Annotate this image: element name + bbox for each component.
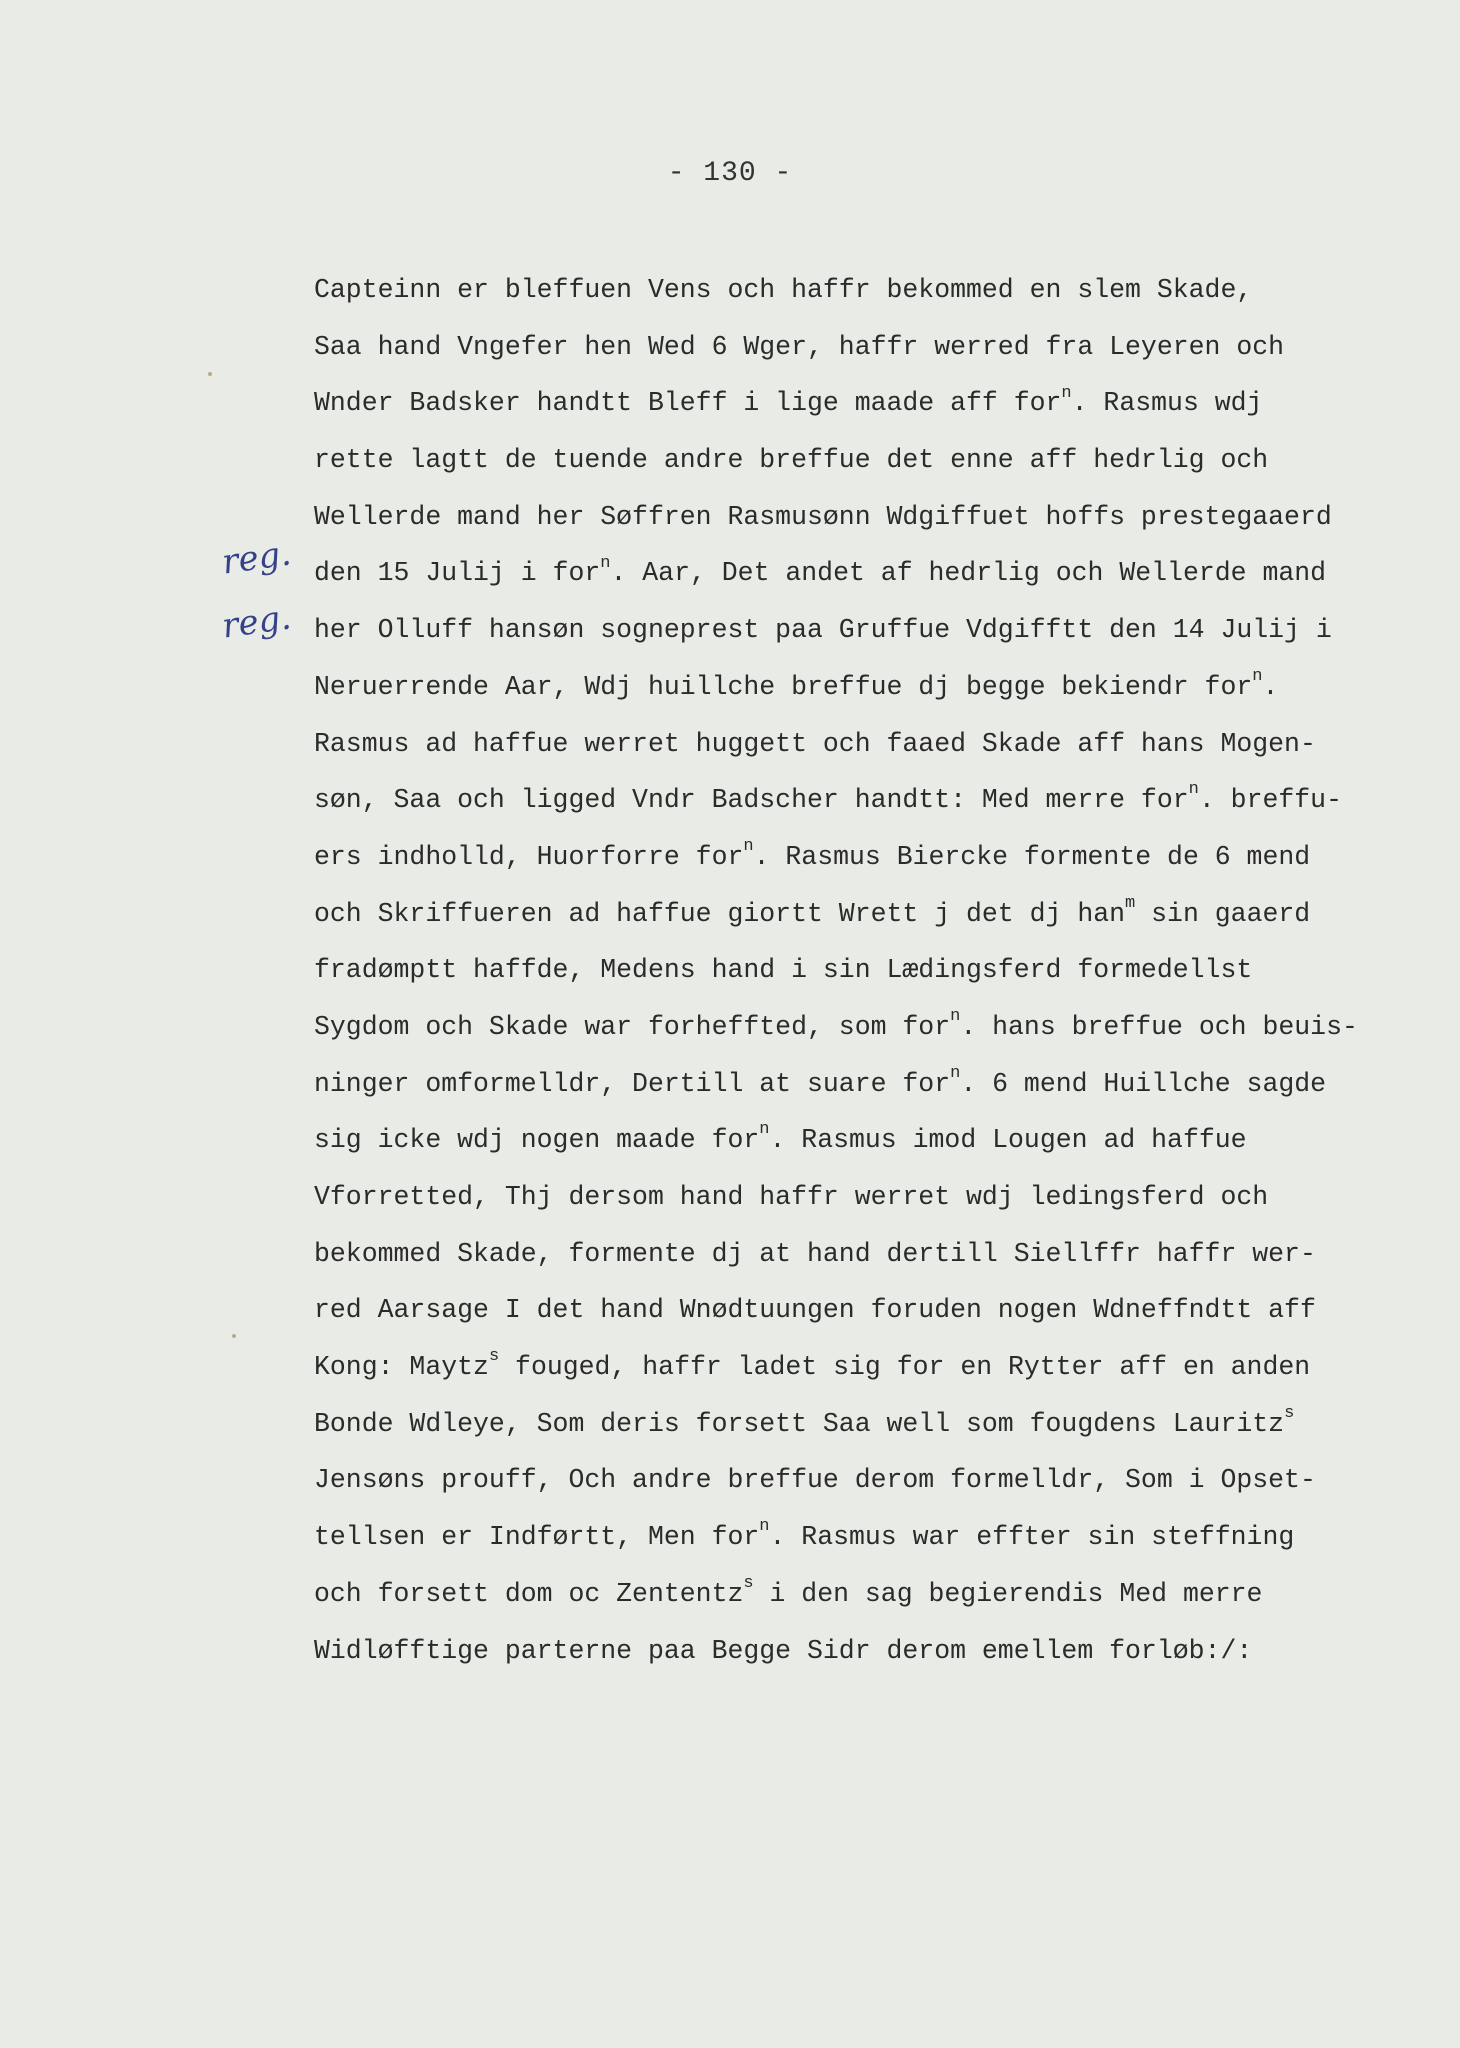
superscript: n [759, 1517, 770, 1537]
text-segment: . Aar, Det andet af hedrlig och Wellerde mand [610, 558, 1327, 589]
text-segment: Widløfftige parterne paa Begge Sidr derom emellem forløb:/: [314, 1635, 1253, 1666]
text-line [314, 1339, 1434, 1396]
text-line [314, 375, 1434, 432]
margin-annotation: reg. [219, 533, 294, 583]
text-segment: . [1262, 671, 1279, 702]
text-segment: Jensøns prouff, Och andre breffue derom formelldr, Som i Opset- [314, 1465, 1316, 1496]
text-segment: Wnder Badsker handtt Bleff i lige maade aff for [314, 388, 1062, 419]
text-segment: her Olluff hansøn sogneprest paa Gruffue Vdgifftt den 14 Julij i [314, 615, 1332, 646]
text-segment: Neruerrende Aar, Wdj huillche breffue dj begge bekiendr for [314, 671, 1253, 702]
document-body [314, 262, 1434, 1679]
superscript: n [1061, 383, 1072, 403]
text-line [314, 1282, 1434, 1339]
page-number: - 130 - [667, 158, 793, 189]
text-line [314, 1623, 1434, 1680]
text-segment: . Rasmus war effter sin steffning [769, 1522, 1295, 1553]
text-line [314, 262, 1434, 319]
paper-speck [232, 1334, 236, 1338]
superscript: s [1284, 1403, 1295, 1423]
text-segment: i den sag begierendis Med merre [753, 1578, 1263, 1609]
text-line [314, 489, 1434, 546]
text-segment: bekommed Skade, formente dj at hand dertill Siellffr haffr wer- [314, 1238, 1316, 1269]
text-segment: ers indholld, Huorforre for [314, 841, 744, 872]
text-segment: Vforretted, Thj dersom hand haffr werret wdj ledingsferd och [314, 1182, 1269, 1212]
text-line [314, 1396, 1434, 1453]
text-line [314, 545, 1434, 602]
text-segment: . hans breffue och beuis- [960, 1011, 1358, 1042]
text-segment: Capteinn er bleffuen Vens och haffr bekommed en slem Skade, [314, 275, 1253, 305]
text-segment: fradømptt haffde, Medens hand i sin Lædingsferd formedellst [314, 955, 1253, 986]
text-line [314, 1509, 1434, 1566]
text-segment: . Rasmus wdj [1071, 388, 1263, 419]
text-segment: sin gaaerd [1135, 898, 1311, 929]
text-line [314, 942, 1434, 999]
text-segment: Kong: Maytz [314, 1352, 489, 1383]
superscript: s [488, 1347, 500, 1367]
text-segment: Saa hand Vngefer hen Wed 6 Wger, haffr werred fra Leyeren och [314, 331, 1285, 362]
paper-speck [208, 372, 212, 376]
text-line [314, 886, 1434, 943]
text-segment: ninger omformelldr, Dertill at suare for [314, 1068, 951, 1099]
text-line [314, 1169, 1434, 1226]
text-line [314, 659, 1434, 716]
text-line [314, 716, 1434, 773]
text-line [314, 432, 1434, 489]
text-line [314, 1452, 1434, 1509]
text-line [314, 1112, 1434, 1169]
text-line [314, 772, 1434, 829]
superscript: m [1125, 893, 1136, 913]
superscript: n [1252, 666, 1263, 686]
superscript: n [1188, 780, 1199, 800]
text-line [314, 1226, 1434, 1283]
text-segment: Bonde Wdleye, Som deris forsett Saa well som fougdens Lauritz [314, 1408, 1285, 1439]
text-segment: fouged, haffr ladet sig for en Rytter aff en anden [499, 1352, 1311, 1383]
text-segment: och forsett dom oc Zententz [314, 1578, 744, 1609]
text-line [314, 1566, 1434, 1623]
superscript: n [950, 1063, 961, 1083]
text-line [314, 319, 1434, 376]
margin-annotation: reg. [219, 597, 294, 647]
text-segment: rette lagtt de tuende andre breffue det enne aff hedrlig och [314, 445, 1269, 476]
text-segment: sig icke wdj nogen maade for [314, 1125, 760, 1156]
text-line [314, 829, 1434, 886]
superscript: n [950, 1007, 961, 1027]
text-segment: red Aarsage I det hand Wnødtuungen foruden nogen Wdneffndtt aff [314, 1295, 1316, 1326]
text-line [314, 602, 1434, 659]
superscript: n [743, 837, 754, 857]
text-segment: . Rasmus imod Lougen ad haffue [769, 1125, 1247, 1156]
text-line [314, 1056, 1434, 1113]
text-segment: . 6 mend Huillche sagde [960, 1068, 1327, 1099]
text-segment: och Skriffueren ad haffue giortt Wrett j det dj han [314, 898, 1126, 929]
text-segment: Rasmus ad haffue werret huggett och faaed Skade aff hans Mogen- [314, 728, 1316, 759]
text-segment: Sygdom och Skade war forheffted, som for [314, 1011, 951, 1042]
text-segment: søn, Saa och ligged Vndr Badscher handtt: Med merre for [314, 785, 1189, 816]
superscript: s [743, 1573, 754, 1593]
superscript: n [759, 1120, 770, 1140]
text-segment: tellsen er Indførtt, Men for [314, 1522, 760, 1553]
superscript: n [600, 553, 611, 573]
text-line [314, 999, 1434, 1056]
text-segment: . breffu- [1198, 785, 1342, 816]
text-segment: . Rasmus Biercke formente de 6 mend [753, 841, 1311, 872]
text-segment: Wellerde mand her Søffren Rasmusønn Wdgiffuet hoffs prestegaaerd [314, 501, 1332, 532]
text-segment: den 15 Julij i for [314, 558, 601, 589]
